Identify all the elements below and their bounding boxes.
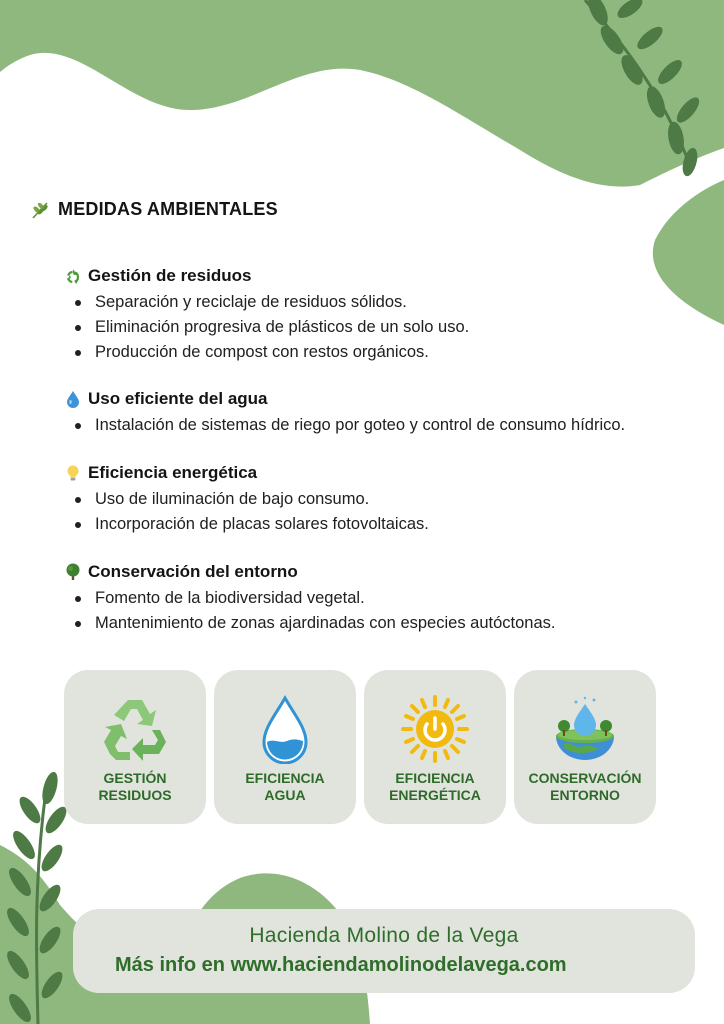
bullet-list <box>64 586 714 636</box>
list-item-text: Eliminación progresiva de plásticos de un solo uso. <box>95 318 470 336</box>
card-label: CONSERVACIÓN ENTORNO <box>528 770 642 803</box>
page-title-text: MEDIDAS AMBIENTALES <box>58 199 278 219</box>
recycle-icon <box>100 694 170 764</box>
card-waste <box>64 670 206 824</box>
bullet-icon <box>75 350 81 356</box>
list-item <box>64 413 714 438</box>
section-heading <box>64 461 714 485</box>
hacienda-name: Hacienda Molino de la Vega <box>249 924 519 947</box>
list-item <box>64 340 714 365</box>
list-item-text: Separación y reciclaje de residuos sólidos. <box>95 293 407 311</box>
bullet-list <box>64 413 714 438</box>
section-energy <box>64 461 714 537</box>
bullet-list <box>64 290 714 365</box>
list-item-text: Incorporación de placas solares fotovoltaicas. <box>95 515 429 533</box>
list-item <box>64 512 714 537</box>
card-environment <box>514 670 656 824</box>
list-item-text: Fomento de la biodiversidad vegetal. <box>95 589 365 607</box>
earth-nature-icon <box>550 694 620 764</box>
card-label: GESTIÓN RESIDUOS <box>98 770 172 803</box>
herb-icon <box>30 200 50 220</box>
list-item-text: Uso de iluminación de bajo consumo. <box>95 490 370 508</box>
sun-power-icon <box>400 694 470 764</box>
droplet-icon <box>64 390 82 408</box>
section-heading-text: Conservación del entorno <box>88 562 298 581</box>
list-item <box>64 315 714 340</box>
section-heading-text: Gestión de residuos <box>88 266 252 285</box>
list-item <box>64 290 714 315</box>
tree-icon <box>64 563 82 581</box>
section-heading <box>64 387 714 411</box>
lightbulb-icon <box>64 464 82 482</box>
feature-cards <box>64 670 656 824</box>
bullet-icon <box>75 325 81 331</box>
bullet-icon <box>75 596 81 602</box>
bullet-icon <box>75 497 81 503</box>
list-item-text: Mantenimiento de zonas ajardinadas con especies autóctonas. <box>95 614 556 632</box>
page-title <box>30 199 278 220</box>
section-heading-text: Eficiencia energética <box>88 463 258 482</box>
list-item <box>64 586 714 611</box>
bullet-icon <box>75 522 81 528</box>
list-item <box>64 487 714 512</box>
card-label: EFICIENCIA AGUA <box>245 770 325 803</box>
recycle-icon <box>64 267 82 285</box>
list-item-text: Instalación de sistemas de riego por goteo y control de consumo hídrico. <box>95 416 626 434</box>
section-water <box>64 387 714 438</box>
list-item <box>64 611 714 636</box>
card-label: EFICIENCIA ENERGÉTICA <box>389 770 481 803</box>
bullet-icon <box>75 423 81 429</box>
section-environment <box>64 560 714 636</box>
section-heading <box>64 264 714 288</box>
list-item-text: Producción de compost con restos orgánicos. <box>95 343 429 361</box>
card-energy <box>364 670 506 824</box>
footer-box <box>73 909 695 993</box>
section-heading <box>64 560 714 584</box>
bullet-list <box>64 487 714 537</box>
website-link[interactable]: Más info en www.haciendamolinodelavega.com <box>115 954 567 976</box>
water-drop-icon <box>250 694 320 764</box>
card-water <box>214 670 356 824</box>
section-waste <box>64 264 714 365</box>
bullet-icon <box>75 621 81 627</box>
bullet-icon <box>75 300 81 306</box>
section-heading-text: Uso eficiente del agua <box>88 389 268 408</box>
